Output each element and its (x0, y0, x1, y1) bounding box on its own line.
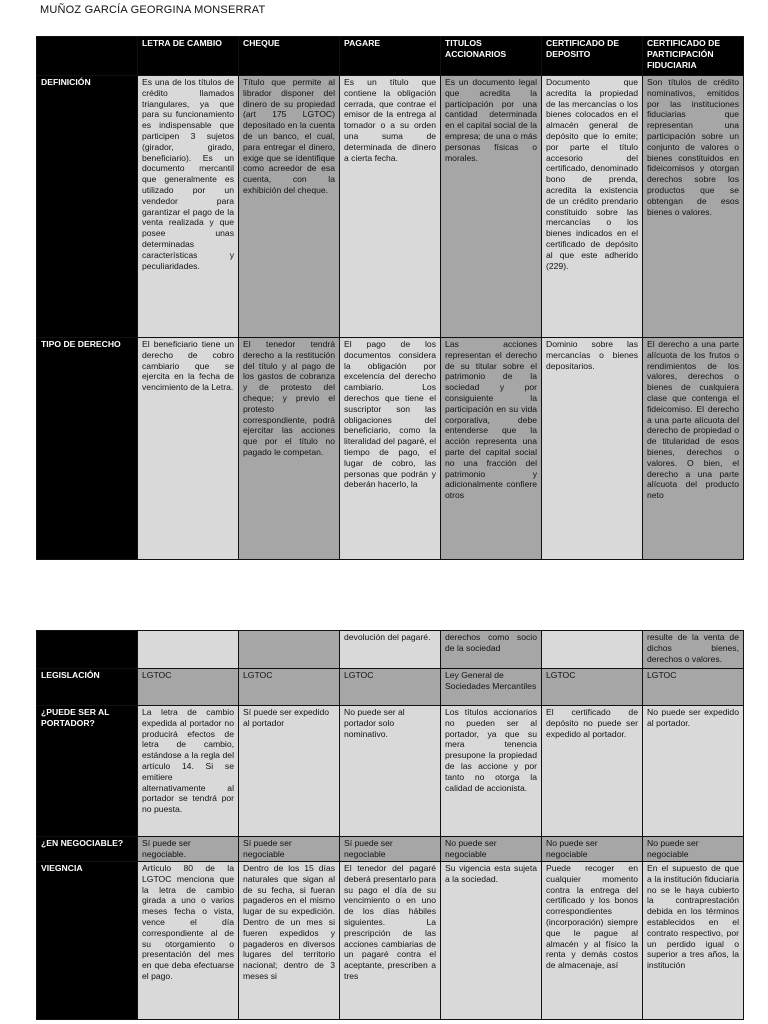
row-legislacion (37, 669, 744, 706)
cell-vigencia-pagare: El tenedor del pagaré deberá presentarlo para su pago el día de su vencimiento o en uno de los días hábiles siguientes. La prescripción de las acciones cambiarias de un pagaré contra el aceptante, prescriben a tres (340, 862, 441, 1020)
cell-negociable-certificado-deposito: No puede ser negociable (542, 837, 643, 862)
cell-definicion-pagare: Es un título que contiene la obligación cerrada, que contrae el emisor de la entrega al tomador o a su orden una suma de determinada de dinero a cierta fecha. (340, 76, 441, 338)
row-portador (37, 706, 744, 837)
row-label-negociable: ¿EN NEGOCIABLE? (37, 837, 138, 862)
comparison-table-page-1 (36, 36, 744, 560)
cell-vigencia-certificado-deposito: Puede recoger en cualquier momento contra la entrega del certificado y los bonos correspondientes (incorporación) siempre que le pague al almacén y al físico la renta y demás costos de almacenaje, así (542, 862, 643, 1020)
cell-tipo-derecho-titulos: Las acciones representan el derecho de su titular sobre el patrimonio de la sociedad y por consiguiente la participación en su vida corporativa, debe entenderse que la acción representa una parte del capital social no una fracción del patrimonio y adicionalmente confiere otros (441, 338, 542, 560)
cell-tipo-derecho-pagare-cont: devolución del pagaré. (340, 631, 441, 669)
cell-vigencia-letra: Artículo 80 de la LGTOC menciona que la letra de cambio girada a uno o varios meses fecha o vista, vence el día correspondiente al de su otorgamiento o presentación del mes en que deba efectuarse el pago. (138, 862, 239, 1020)
cell-portador-pagare: No puede ser al portador solo nominativo. (340, 706, 441, 837)
cell-legislacion-pagare: LGTOC (340, 669, 441, 706)
cell-tipo-derecho-cheque: El tenedor tendrá derecho a la restitución del título y al pago de los gastos de cobranza y de protesto del cheque; y previo el protesto correspondiente, podrá ejercitar las acciones que por el título no pagado le competan. (239, 338, 340, 560)
header-corner (37, 37, 138, 76)
cell-definicion-certificado-deposito: Documento que acredita la propiedad de las mercancías o los bienes colocados en el almacén general de depósito que lo emite; por parte el título accesorio del certificado, denominado bono de prenda, acredita la existencia de un crédito prendario constituido sobre las mercancías o los bienes indicados en el certificado de depósito al que este adherido (229). (542, 76, 643, 338)
header-certificado-participacion: CERTIFICADO DE PARTICIPACIÓN FIDUCIARIA (643, 37, 744, 76)
cell-vigencia-certificado-participacion: En el supuesto de que a la institución fiduciaria no se le haya cubierto la contraprestación debida en los términos establecidos en el contrato respectivo, por un perdido igual o superior a tres años, la institución (643, 862, 744, 1020)
cell-vigencia-titulos: Su vigencia esta sujeta a la sociedad. (441, 862, 542, 1020)
cell-definicion-cheque: Título que permite al librador disponer del dinero de su propiedad (art 175 LGTOC) depositado en la cuenta de un banco, el cual, para entregar el dinero, exige que se identifique como acreedor de esa cuenta, con la exhibición del cheque. (239, 76, 340, 338)
cell-negociable-pagare: Sí puede ser negociable (340, 837, 441, 862)
cell-tipo-derecho-certificado-deposito: Dominio sobre las mercancías o bienes depositarios. (542, 338, 643, 560)
cell-portador-certificado-participacion: No puede ser expedido al portador. (643, 706, 744, 837)
row-label-vigencia: VIEGNCIA (37, 862, 138, 1020)
row-tipo-derecho-continued (37, 631, 744, 669)
cell-tipo-derecho-certificado-participacion-cont: resulte de la venta de dichos bienes, derechos o valores. (643, 631, 744, 669)
cell-portador-certificado-deposito: El certificado de depósito no puede ser expedido al portador. (542, 706, 643, 837)
row-label-tipo-derecho: TIPO DE DERECHO (37, 338, 138, 560)
row-label-tipo-derecho-continued (37, 631, 138, 669)
cell-portador-titulos: Los títulos accionarios no pueden ser al portador, ya que su mera tenencia presupone la propiedad de las accione y por tanto no otorga la calidad de accionista. (441, 706, 542, 837)
cell-portador-letra: La letra de cambio expedida al portador no producirá efectos de letra de cambio, estándose a la regla del artículo 14. Si se emitiere alternativamente al portador se tendrá por no puesta. (138, 706, 239, 837)
author-name: MUÑOZ GARCÍA GEORGINA MONSERRAT (40, 4, 266, 16)
header-pagare: PAGARE (340, 37, 441, 76)
cell-legislacion-titulos: Ley General de Sociedades Mercantiles (441, 669, 542, 706)
comparison-table-page-2 (36, 630, 744, 1020)
cell-negociable-letra: Sí puede ser negociable. (138, 837, 239, 862)
row-label-portador: ¿PUEDE SER AL PORTADOR? (37, 706, 138, 837)
cell-legislacion-certificado-participacion: LGTOC (643, 669, 744, 706)
header-certificado-deposito: CERTIFICADO DE DEPOSITO (542, 37, 643, 76)
cell-definicion-letra: Es una de los títulos de crédito llamados triangulares, ya que para su funcionamiento es indispensable que participen 3 sujetos (girador, girado, beneficiario). Es un documento mercantil que generalmente es utilizado por un vendedor para garantizar el pago de la venta realizada y que posee unas determinadas características y peculiaridades. (138, 76, 239, 338)
cell-legislacion-cheque: LGTOC (239, 669, 340, 706)
header-letra-de-cambio: LETRA DE CAMBIO (138, 37, 239, 76)
row-label-legislacion: LEGISLACIÓN (37, 669, 138, 706)
row-vigencia (37, 862, 744, 1020)
cell-tipo-derecho-letra-cont (138, 631, 239, 669)
cell-legislacion-certificado-deposito: LGTOC (542, 669, 643, 706)
cell-negociable-titulos: No puede ser negociable (441, 837, 542, 862)
cell-negociable-cheque: Sí puede ser negociable (239, 837, 340, 862)
cell-tipo-derecho-certificado-participacion: El derecho a una parte alícuota de los frutos o rendimientos de los valores, derechos o bienes de cualquiera clase que contenga el fideicomiso. El derecho a una parte alícuota del derecho de propiedad o de titularidad de esos bienes, derechos o valores. O bien, el derecho a una parte alícuota del producto neto (643, 338, 744, 560)
cell-portador-cheque: Sí puede ser expedido al portador (239, 706, 340, 837)
row-tipo-derecho (37, 338, 744, 560)
cell-definicion-titulos: Es un documento legal que acredita la participación por una cantidad determinada en el capital social de la empresa; de una o más personas físicas o morales. (441, 76, 542, 338)
header-row (37, 37, 744, 76)
cell-tipo-derecho-certificado-deposito-cont (542, 631, 643, 669)
cell-legislacion-letra: LGTOC (138, 669, 239, 706)
cell-tipo-derecho-letra: El beneficiario tiene un derecho de cobro cambiario que se ejercita en la fecha de vencimiento de la Letra. (138, 338, 239, 560)
cell-tipo-derecho-titulos-cont: derechos como socio de la sociedad (441, 631, 542, 669)
header-titulos-accionarios: TITULOS ACCIONARIOS (441, 37, 542, 76)
cell-vigencia-cheque: Dentro de los 15 días naturales que sigan al de su fecha, si fueran pagaderos en el mismo lugar de su expedición. Dentro de un mes si fueren expedidos y pagaderos en diversos lugares del territorio nacional; dentro de 3 meses si (239, 862, 340, 1020)
cell-negociable-certificado-participacion: No puede ser negociable (643, 837, 744, 862)
row-definicion (37, 76, 744, 338)
row-negociable (37, 837, 744, 862)
cell-tipo-derecho-pagare: El pago de los documentos considera la obligación por excelencia del derecho cambiario. Los derechos que tiene el suscriptor son las obligaciones del beneficiario, como la literalidad del pagaré, el tiempo de pago, el lugar de cobro, las personas que podrán y deberán hacerlo, la (340, 338, 441, 560)
header-cheque: CHEQUE (239, 37, 340, 76)
cell-tipo-derecho-cheque-cont (239, 631, 340, 669)
row-label-definicion: DEFINICIÓN (37, 76, 138, 338)
cell-definicion-certificado-participacion: Son títulos de crédito nominativos, emitidos por las instituciones fiduciarias que representan una participación sobre un conjunto de valores o bienes constituidos en fideicomisos y otorgan derechos sobre los productos que se obtengan de esos bienes o valores. (643, 76, 744, 338)
